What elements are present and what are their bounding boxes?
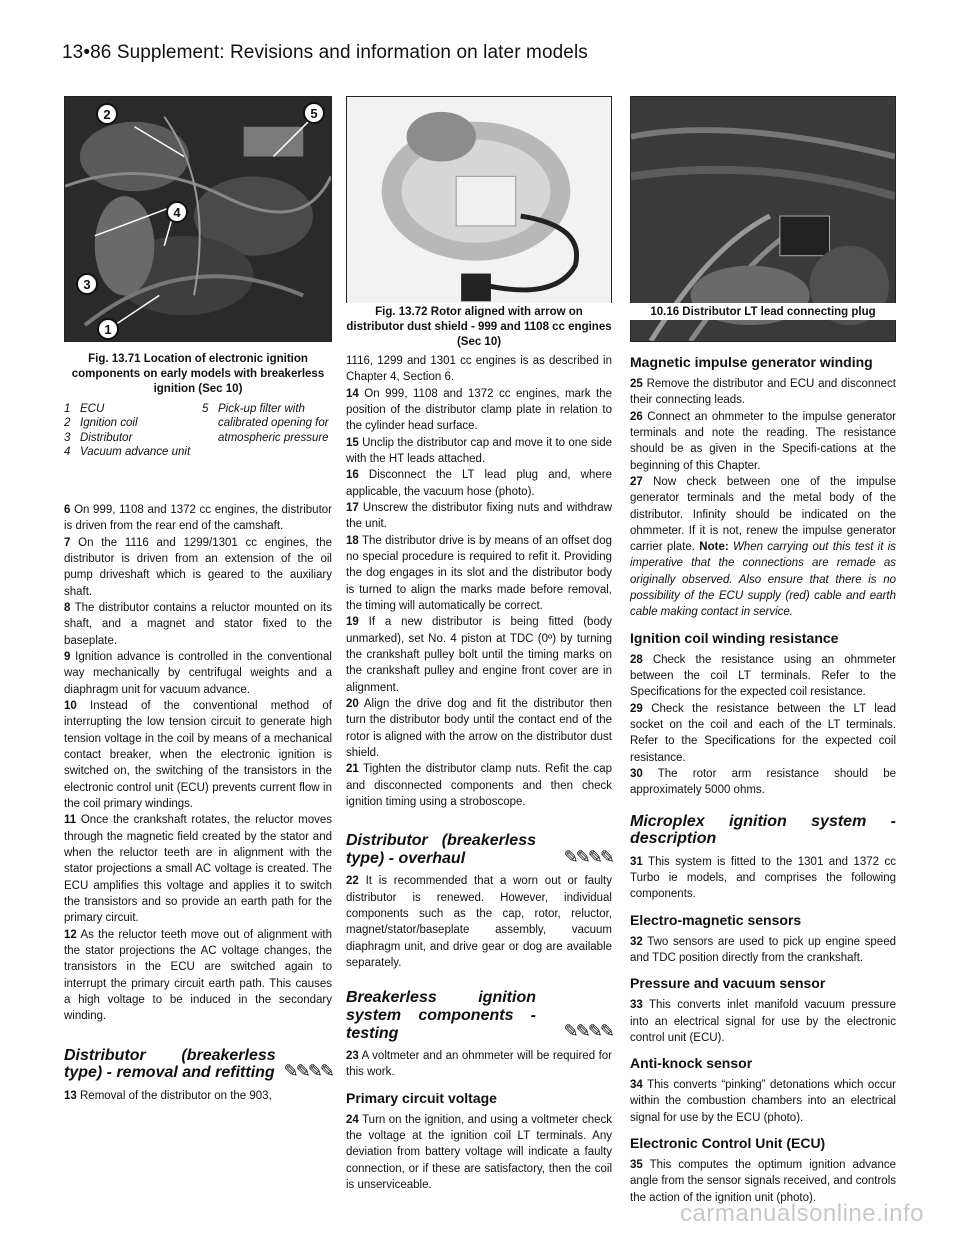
paragraph: 30 The rotor arm resistance should be approximately 5000 ohms. <box>630 767 896 797</box>
text-column-2 <box>346 353 612 1193</box>
figure-13-72-caption: Fig. 13.72 Rotor aligned with arrow on distributor dust shield - 999 and 1108 cc engines (Sec 10) <box>346 303 612 350</box>
difficulty-rating-icon: ✎✎✎✎ <box>563 846 612 867</box>
figure-10-16-caption: 10.16 Distributor LT lead connecting plug <box>630 303 896 320</box>
callout-4: 4 <box>166 201 188 223</box>
paragraph: 10 Instead of the conventional method of interrupting the low tension circuit to generate high tension voltage in the coil by means of a mechanical contact breaker, when the electronic ignition is switched on, the switching of the transistors in the electronic control unit (ECU) prevents current flow in the coil primary windings. <box>64 699 332 810</box>
subheading-coil: Ignition coil winding resistance <box>630 629 839 646</box>
paragraph: 12 As the reluctor teeth move out of alignment with the stator projections the AC voltage changes, the transistors in the ECU are switched again to interrupt the primary circuit earth path. This causes a high voltage to be induced in the secondary winding. <box>64 928 333 1023</box>
watermark: carmanualsonline.info <box>680 1200 924 1227</box>
section-heading-removal: Distributor (breakerless type) - removal and refitting ✎✎✎✎ <box>64 1046 332 1082</box>
paragraph: 26 Connect an ohmmeter to the impulse generator terminals and note the reading. The resistance should be as given in the Specifi-cations at the beginning of this Chapter. <box>630 410 896 472</box>
page-number: 13•86 <box>62 42 112 63</box>
callout-1: 1 <box>97 318 119 340</box>
paragraph: 33 This converts inlet manifold vacuum pressure into an electrical signal for use by the electronic control unit (ECU). <box>630 999 896 1044</box>
text-column-1 <box>64 502 332 1104</box>
difficulty-rating-icon: ✎✎✎✎ <box>283 1060 332 1081</box>
paragraph: 21 Tighten the distributor clamp nuts. Refit the cap and disconnected components and then check ignition timing using a stroboscope. <box>346 763 612 808</box>
callout-5: 5 <box>303 102 325 124</box>
paragraph: 16 Disconnect the LT lead plug and, where applicable, the vacuum hose (photo). <box>346 469 613 498</box>
section-heading-testing: Breakerless ignition system components - testing ✎✎✎✎ <box>346 989 612 1042</box>
legend-item: 3 Distributor <box>64 431 133 444</box>
paragraph: 13 Removal of the distributor on the 903, <box>64 1089 272 1102</box>
subheading-ecu: Electronic Control Unit (ECU) <box>630 1135 826 1152</box>
paragraph: 6 On 999, 1108 and 1372 cc engines, the distributor is driven from the rear end of the camshaft. <box>64 504 332 533</box>
subheading-primary-circuit: Primary circuit voltage <box>346 1089 497 1106</box>
legend-item: 1 ECU <box>64 403 105 415</box>
paragraph: 35 This computes the optimum ignition advance angle from the sensor signals received, and controls the action of the ignition unit (photo). <box>630 1158 896 1204</box>
figure-13-71-legend <box>64 402 332 460</box>
paragraph: 18 The distributor drive is by means of an offset dog no special procedure is required to refit it. Providing the dog engages in its slot and the distributor body is turned to align the marks made before removal, the timing will automatically be correct. <box>346 534 612 612</box>
page-title: Supplement: Revisions and information on later models <box>116 42 588 63</box>
paragraph: 14 On 999, 1108 and 1372 cc engines, mark the position of the distributor clamp plate in relation to the cylinder head surface. <box>346 387 612 433</box>
paragraph: 32 Two sensors are used to pick up engine speed and TDC position directly from the crankshaft. <box>630 935 896 964</box>
paragraph: 31 This system is fitted to the 1301 and 1372 cc Turbo ie models, and comprises the following components. <box>630 855 896 901</box>
section-heading-overhaul: Distributor (breakerless type) - overhaul ✎✎✎✎ <box>346 832 612 867</box>
paragraph: 17 Unscrew the distributor fixing nuts and withdraw the unit. <box>346 501 612 531</box>
paragraph: 15 Unclip the distributor cap and move it to one side with the HT leads attached. <box>346 436 612 465</box>
figure-13-71-caption: Fig. 13.71 Location of electronic ignition components on early models with breakerless ignition (Sec 10) <box>71 353 325 395</box>
subheading-anti-knock: Anti-knock sensor <box>630 1055 753 1072</box>
subheading-pressure: Pressure and vacuum sensor <box>630 975 826 992</box>
paragraph: 24 Turn on the ignition, and using a voltmeter check the voltage at the ignition coil LT terminals. Any deviation from battery voltage will indicate a faulty connection, or if these are satisfactory, then the coil is unserviceable. <box>346 1113 612 1191</box>
paragraph: 11 Once the crankshaft rotates, the reluctor moves through the magnetic field created by the stator and when the reluctor teeth are in alignment with the stator projections a small AC voltage is created. The ECU amplifies this voltage and applies it to switch the transistors and so provide an earth path for the primary circuit. <box>64 814 332 925</box>
page-header <box>62 42 588 64</box>
paragraph: 34 This converts “pinking” detonations which occur within the combustion chambers into an electrical signal for use by the ECU (photo). <box>630 1079 896 1124</box>
legend-item: 2 Ignition coil <box>64 417 138 430</box>
callout-2: 2 <box>96 103 118 125</box>
difficulty-rating-icon: ✎✎✎✎ <box>563 1021 612 1042</box>
legend-item: 5 Pick-up filter with calibrated opening for atmospheric pressure <box>202 403 329 444</box>
section-heading-microplex: Microplex ignition system - description <box>630 812 896 848</box>
paragraph: 23 A voltmeter and an ohmmeter will be required for this work. <box>346 1050 612 1079</box>
paragraph: 22 It is recommended that a worn out or faulty distributor is renewed. However, individual components such as the cap, rotor, reluctor, magnet/stator/baseplate assembly, vacuum diaphragm unit, and drive gear or dog are available separately. <box>346 875 613 970</box>
subheading-electro-magnetic: Electro-magnetic sensors <box>630 911 802 928</box>
paragraph: 9 Ignition advance is controlled in the conventional way mechanically by centrifugal weights and a diaphragm unit for vacuum advance. <box>64 650 332 696</box>
paragraph: 25 Remove the distributor and ECU and disconnect their connecting leads. <box>630 377 897 407</box>
paragraph: 28 Check the resistance using an ohmmeter between the coil LT terminals. Refer to the Specifications for the expected coil resistance. <box>630 653 896 699</box>
figure-13-71-photo <box>64 96 332 342</box>
text-column-3 <box>630 353 896 1206</box>
paragraph: 29 Check the resistance between the LT lead socket on the coil and each of the LT terminals. Refer to the Specifications for the expected coil resistance. <box>630 702 897 764</box>
paragraph: 1116, 1299 and 1301 cc engines is as described in Chapter 4, Section 6. <box>346 355 612 384</box>
paragraph: 19 If a new distributor is being fitted (body unmarked), set No. 4 piston at TDC (0º) by turning the crankshaft pulley bolt until the timing marks on the crankshaft pulley and engine front cover are in alignment. <box>346 616 612 694</box>
paragraph: 20 Align the drive dog and fit the distributor then turn the distributor body until the contact end of the rotor is aligned with the arrow on the distributor dust shield. <box>346 697 613 759</box>
callout-3: 3 <box>76 273 98 295</box>
paragraph: 7 On the 1116 and 1299/1301 cc engines, the distributor is driven from an extension of the oil pump driveshaft which is geared to the auxiliary shaft. <box>64 536 332 598</box>
subheading-magnetic: Magnetic impulse generator winding <box>630 354 873 370</box>
paragraph: 8 The distributor contains a reluctor mounted on its shaft, and a magnet and stator fixed to the baseplate. <box>64 601 332 647</box>
legend-item: 4 Vacuum advance unit <box>64 446 191 459</box>
paragraph: 27 Now check between one of the impulse generator terminals and the metal body of the distributor. Infinity should be indicated on the ohmmeter. If it is not, renew the impulse generator carrier plate. Note: When carrying out this test it is imperative that the connections are remade as originally observed. Also ensure that there is no possibility of the ECU supply (red) cable and earth cable making contact in service. <box>630 475 896 619</box>
